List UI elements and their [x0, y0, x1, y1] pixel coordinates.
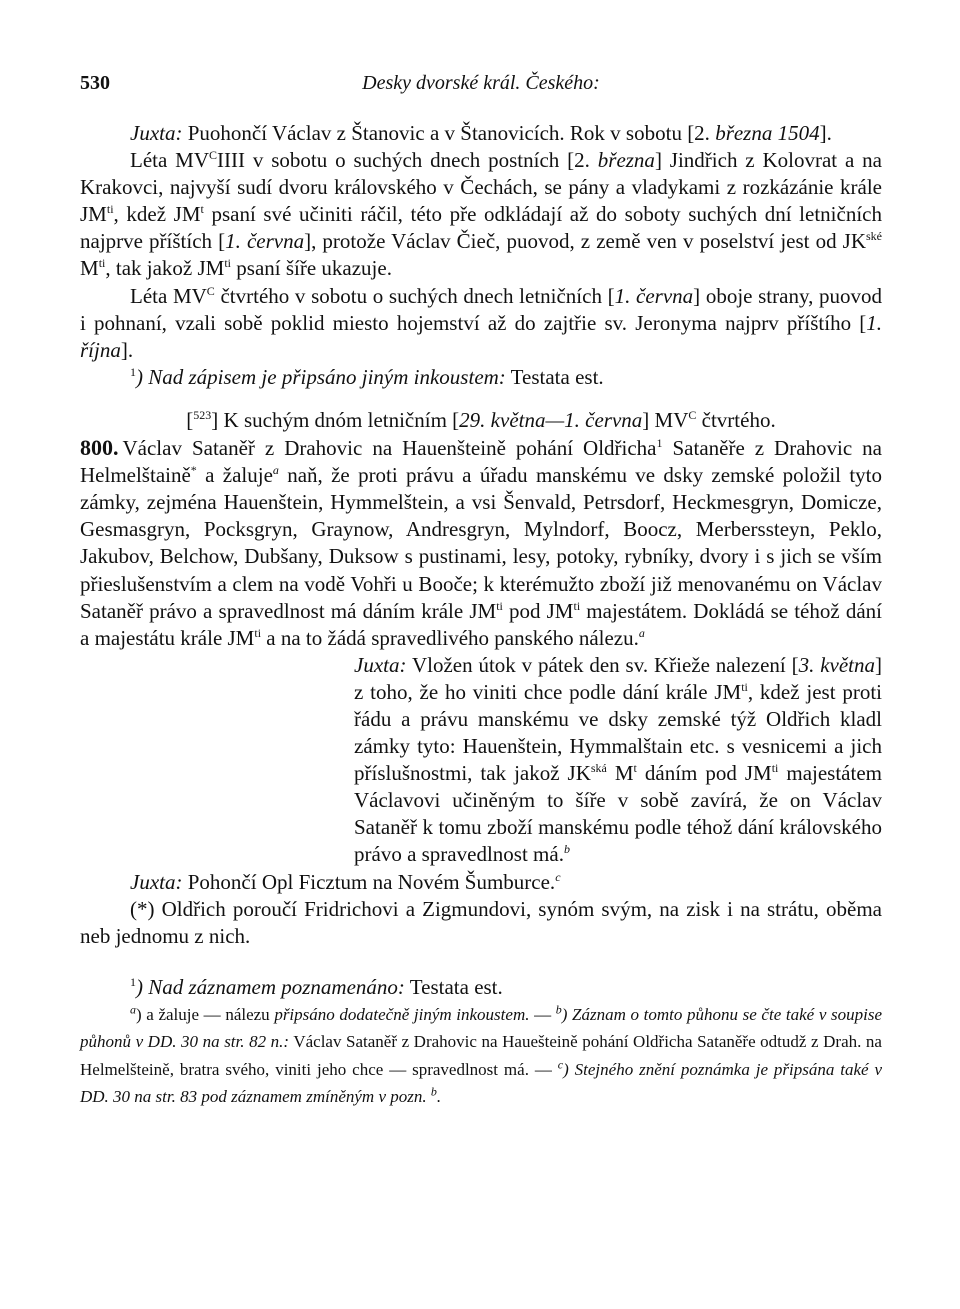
note-text: ) a žaluje — nálezu [136, 1004, 275, 1024]
note-mark: c [555, 869, 561, 884]
note-mark: b [555, 1002, 562, 1017]
superscript: ti [106, 202, 114, 217]
text: čtvrtého. [696, 407, 776, 432]
superscript: ti [496, 598, 503, 613]
superscript: ti [741, 679, 748, 694]
text: Léta MV [130, 148, 210, 173]
running-title: Desky dvorské král. Českého: [362, 72, 600, 94]
entry-number: 800. [80, 435, 119, 461]
text: Léta MV [130, 283, 207, 308]
note-mark: c [557, 1057, 564, 1072]
record-paragraph-2 [80, 283, 882, 364]
date: března [597, 148, 655, 173]
text: ]. [819, 121, 832, 145]
date: 3. května [798, 652, 876, 677]
superscript: ti [573, 598, 581, 613]
page-number: 530 [80, 72, 110, 94]
text: psaní své učiniti ráčil, této pře odkládají až do soboty suchých dní letničních najprve příštích [ [80, 202, 882, 254]
date: 1. října [80, 310, 882, 362]
date: 29. května—1. června [459, 407, 643, 432]
footnote-mark: 1 [656, 436, 663, 451]
text: ]. [120, 337, 134, 362]
superscript: C [688, 407, 697, 422]
juxta-paragraph-1 [80, 120, 882, 147]
note-mark: a [638, 625, 645, 640]
text: pod JM [502, 598, 574, 623]
footnote-text: ) Nad zápisem je připsáno jiným inkoustem: [136, 364, 506, 389]
text: Sataněře z Drahovic na Helmelštaině [80, 436, 882, 488]
text: majestátem. Dokládá se téhož dání a majestátu krále JM [80, 598, 882, 650]
text: a na to žádá spravedlivého panského nálezu. [261, 625, 639, 650]
footnote-mark: 1 [130, 364, 136, 379]
footnote-1 [80, 974, 882, 1001]
text: ] MV [642, 407, 689, 432]
note-mark: a [272, 463, 279, 478]
note-text: . [436, 1087, 442, 1107]
superscript: ti [98, 256, 106, 271]
text: M [606, 761, 634, 786]
note-mark: b [430, 1084, 437, 1099]
footnote-text: Testata est. [505, 364, 604, 389]
text: M [80, 256, 99, 281]
text: Václav Sataněř z Drahovic na Hauenšteině pohání Oldřicha [122, 436, 657, 461]
star-mark: * [190, 463, 197, 478]
superscript: C [209, 148, 218, 163]
text: IIII v sobotu o suchých dnech postních [2. [217, 148, 598, 173]
text: Puohončí Václav z Štanovic a v Štanovicích. Rok v sobotu [2. [182, 121, 710, 145]
entry-800 [80, 434, 882, 652]
page-body [80, 120, 882, 1111]
superscript: t [633, 761, 637, 776]
superscript: ti [771, 761, 779, 776]
text: Pohončí Opl Ficztum na Novém Šumburce. [182, 869, 556, 894]
text: ] oboje strany, puovod i pohnaní, vzali sobě poklid miesto hojemství až do zajtřie sv. Jeronyma najprv příštího [ [80, 283, 882, 335]
footnotes [80, 974, 882, 1111]
text: K suchým dnóm letničním [ [218, 407, 460, 432]
text: čtvrtého v sobotu o suchých dnech letničních [ [214, 283, 615, 308]
star-note: (*) Oldřich poroučí Fridrichovi a Zigmundovi, synóm svým, na zisk i na strátu, oběma neb jednomu z nich. [80, 896, 882, 948]
note-text: ) Stejného znění poznámka je připsána také v DD. 30 na str. 83 pod záznamem zmíněným v pozn. [80, 1059, 883, 1107]
text: , tak jakož JM [105, 256, 225, 281]
text: majestátem Václavovi učiněným to šíře v sobě zavírá, že on Václav Sataněř k tomu zboží manskému podle téhož dání královského právo a spravedlnost má. [354, 761, 882, 867]
text: , kdež jest proti řádu a právu manskému ve dsky zemské týž Oldřich kladl zámky tyto: Hauenštein, Hymmalštain etc. s vesnicemi a jich příslušnostmi, tak jakož JK [354, 679, 882, 786]
note-mark: a [130, 1002, 136, 1017]
note-text: připsáno dodatečně jiným inkoustem. [274, 1004, 530, 1024]
date: března 1504 [709, 121, 820, 145]
text: ], protože Václav Čieč, puovod, z země ven v poselství jest od JK [304, 229, 867, 254]
separator: — [528, 1059, 558, 1079]
folio-number: 523 [193, 407, 212, 422]
juxta-label: Juxta: [354, 652, 407, 677]
superscript: C [206, 283, 215, 298]
text: Vložen útok v pátek den sv. Křieže nalezení [ [406, 652, 799, 677]
record-paragraph-1 [80, 147, 882, 282]
note-mark: b [563, 842, 570, 857]
juxta-label: Juxta: [130, 121, 183, 145]
text: , kdež JM [113, 202, 201, 227]
inline-footnote-1 [80, 364, 882, 391]
superscript: ti [224, 256, 232, 271]
text: dáním pod JM [636, 761, 772, 786]
juxta-paragraph-2 [354, 652, 882, 869]
note-text: Václav Sataněř z Drahovic na Hauešteině pohání Oldřicha Sataněře odtudž z Drah. na Helmelšteině, bratra svého, viniti jeho chce — spravedlnost má. [80, 1032, 882, 1079]
text: naň, že proti právu a úřadu manskému ve dsky zemské položil tyto zámky, zejména Hauenštein, Hymmelštein, a vsi Šenvald, Petrsdorf, Heckmesgryn, Domicze, Gesmasgryn, Pocksgryn, Graynow, Andresgryn, Mylndorf, Boocz, Merberssteyn, Peklo, Jakubov, Belchow, Dubšany, Duksow s pustinami, lesy, potoky, rybníky, dvory i s jich se vším přieslušenstvím a clem na vodě Vohři u Booče; k kterémužto zboží již menovanému on Václav Sataněř právo a spravedlnost má dáním krále JM [80, 463, 882, 623]
superscript: t [200, 202, 204, 217]
section-heading: [$^{523}$] K suchým dnóm letničním [29. května—1. června] $MV^C$ čtvrtého. [186, 407, 776, 432]
date: 1. června [614, 283, 694, 308]
date: 1. června [225, 229, 305, 254]
textual-notes [80, 1001, 882, 1111]
text: ] Jindřich z Kolovrat a na Krakovci, najvyší sudí dvoru královského v Čechách, se pány a vladykami z rozkázánie krále JM [80, 148, 882, 227]
juxta-label: Juxta: [130, 869, 183, 894]
superscript: ti [254, 625, 262, 640]
superscript: ská [590, 761, 607, 776]
textual-notes-paragraph [80, 1001, 882, 1111]
page-header [80, 72, 882, 102]
footnote-text: ) Nad záznamem poznamenáno: [136, 974, 405, 999]
note-text: ) Záznam o tomto půhonu se čte také v soupise půhonů v DD. 30 na str. 82 n.: [80, 1004, 883, 1052]
footnote-text: Testata est. [404, 974, 503, 999]
superscript: ské [866, 229, 883, 244]
text: psaní šíře ukazuje. [231, 256, 392, 281]
juxta-paragraph-3 [80, 869, 882, 896]
text: ] z toho, že ho viniti chce podle dání krále JM [354, 652, 883, 704]
spacer [80, 950, 882, 974]
text: a žaluje [196, 463, 273, 488]
footnote-mark: 1 [130, 974, 136, 989]
separator: — [529, 1004, 556, 1024]
